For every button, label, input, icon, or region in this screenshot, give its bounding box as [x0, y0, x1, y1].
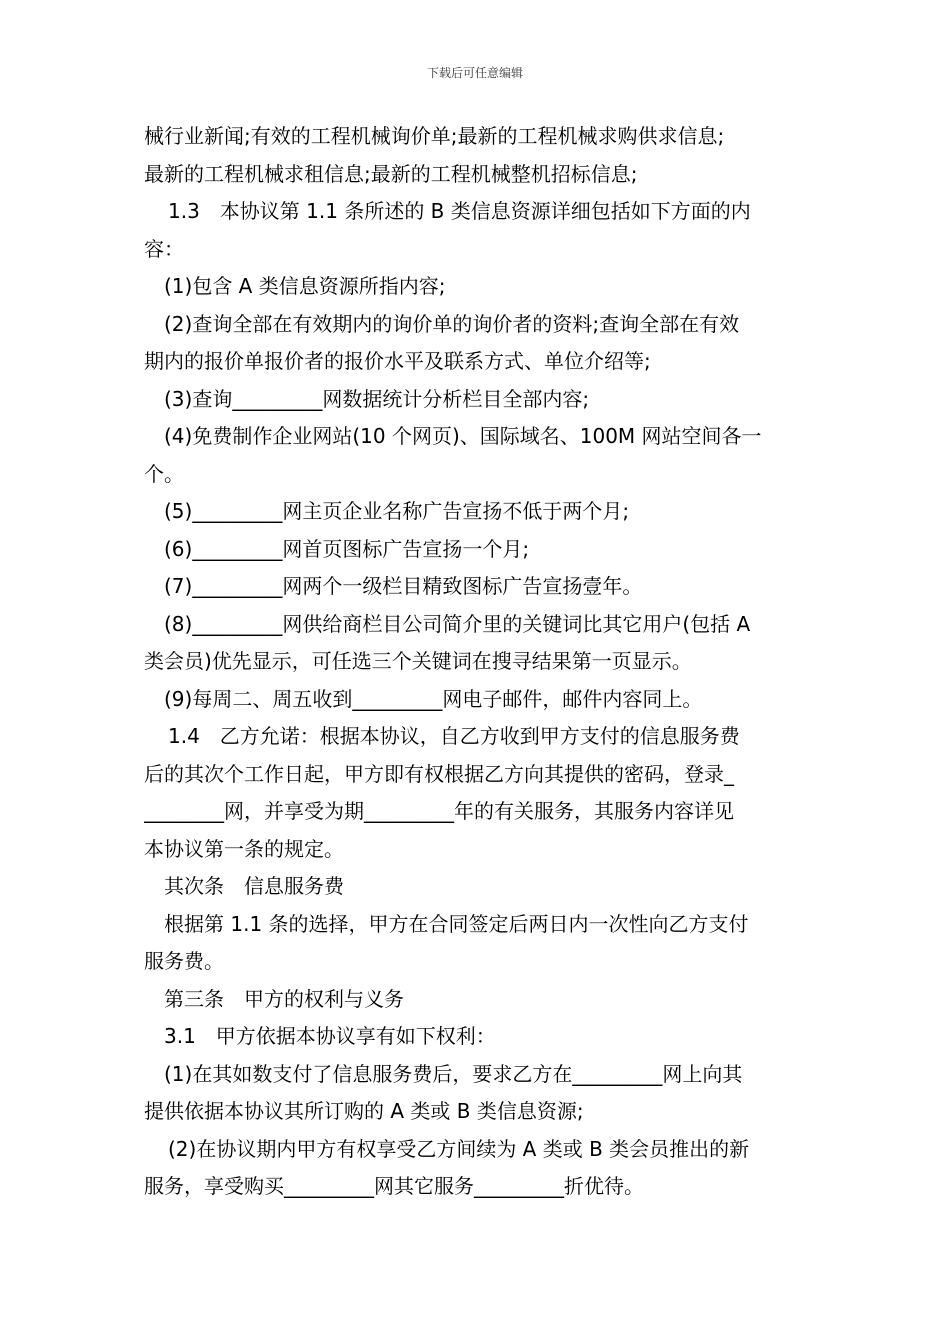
text-line: (2)在协议期内甲方有权享受乙方间续为 A 类或 B 类会员推出的新 [168, 1136, 750, 1161]
text-line: 期内的报价单报价者的报价水平及联系方式、单位介绍等; [144, 349, 651, 373]
text-line: (5)_________网主页企业名称广告宣扬不低于两个月; [164, 499, 630, 523]
text-line: 最新的工程机械求租信息;最新的工程机械整机招标信息; [144, 161, 638, 186]
text-line: 第三条 甲方的权利与义务 [164, 986, 404, 1011]
text-line: (7)_________网两个一级栏目精致图标广告宣扬壹年。 [164, 574, 643, 598]
text-line: 3.1 甲方依据本协议享有如下权利： [164, 1024, 496, 1048]
text-line: 1.3 本协议第 1.1 条所述的 B 类信息资源详细包括如下方面的内 [168, 199, 751, 223]
text-line: 后的其次个工作日起，甲方即有权根据乙方向其提供的密码，登录_ [144, 761, 734, 786]
text-line: (9)每周二、周五收到_________网电子邮件，邮件内容同上。 [164, 686, 703, 711]
text-line: (3)查询_________网数据统计分析栏目全部内容; [164, 386, 590, 411]
text-line: 其次条 信息服务费 [164, 874, 344, 898]
text-line: 本协议第一条的规定。 [144, 836, 344, 861]
document-body [144, 118, 810, 1206]
text-line: 械行业新闻;有效的工程机械询价单;最新的工程机械求购供求信息; [144, 124, 725, 148]
text-line: (1)在其如数支付了信息服务费后，要求乙方在_________网上向其 [164, 1061, 743, 1086]
text-line: 提供依据本协议其所订购的 A 类或 B 类信息资源; [144, 1099, 584, 1123]
text-line: ________网，并享受为期_________年的有关服务，其服务内容详见 [144, 799, 734, 823]
text-line: 个。 [144, 461, 184, 486]
text-line: 类会员)优先显示，可任选三个关键词在搜寻结果第一页显示。 [144, 649, 692, 673]
text-line: 服务，享受购买_________网其它服务_________折优待。 [144, 1174, 644, 1198]
text-line: (6)_________网首页图标广告宣扬一个月; [164, 536, 530, 561]
text-line: (8)_________网供给商栏目公司简介里的关键词比其它用户(包括 A [164, 611, 751, 636]
text-line: (2)查询全部在有效期内的询价单的询价者的资料;查询全部在有效 [164, 311, 740, 336]
text-line: 1.4 乙方允诺：根据本协议，自乙方收到甲方支付的信息服务费 [168, 724, 740, 748]
text-line: (4)免费制作企业网站(10 个网页)、国际域名、100M 网站空间各一 [164, 424, 762, 448]
text-line: (1)包含 A 类信息资源所指内容; [164, 274, 446, 298]
page-header: 下载后可任意编辑 [426, 66, 523, 80]
text-line: 服务费。 [144, 949, 224, 973]
text-line: 根据第 1.1 条的选择，甲方在合同签定后两日内一次性向乙方支付 [164, 911, 749, 936]
text-line: 容： [144, 236, 184, 261]
